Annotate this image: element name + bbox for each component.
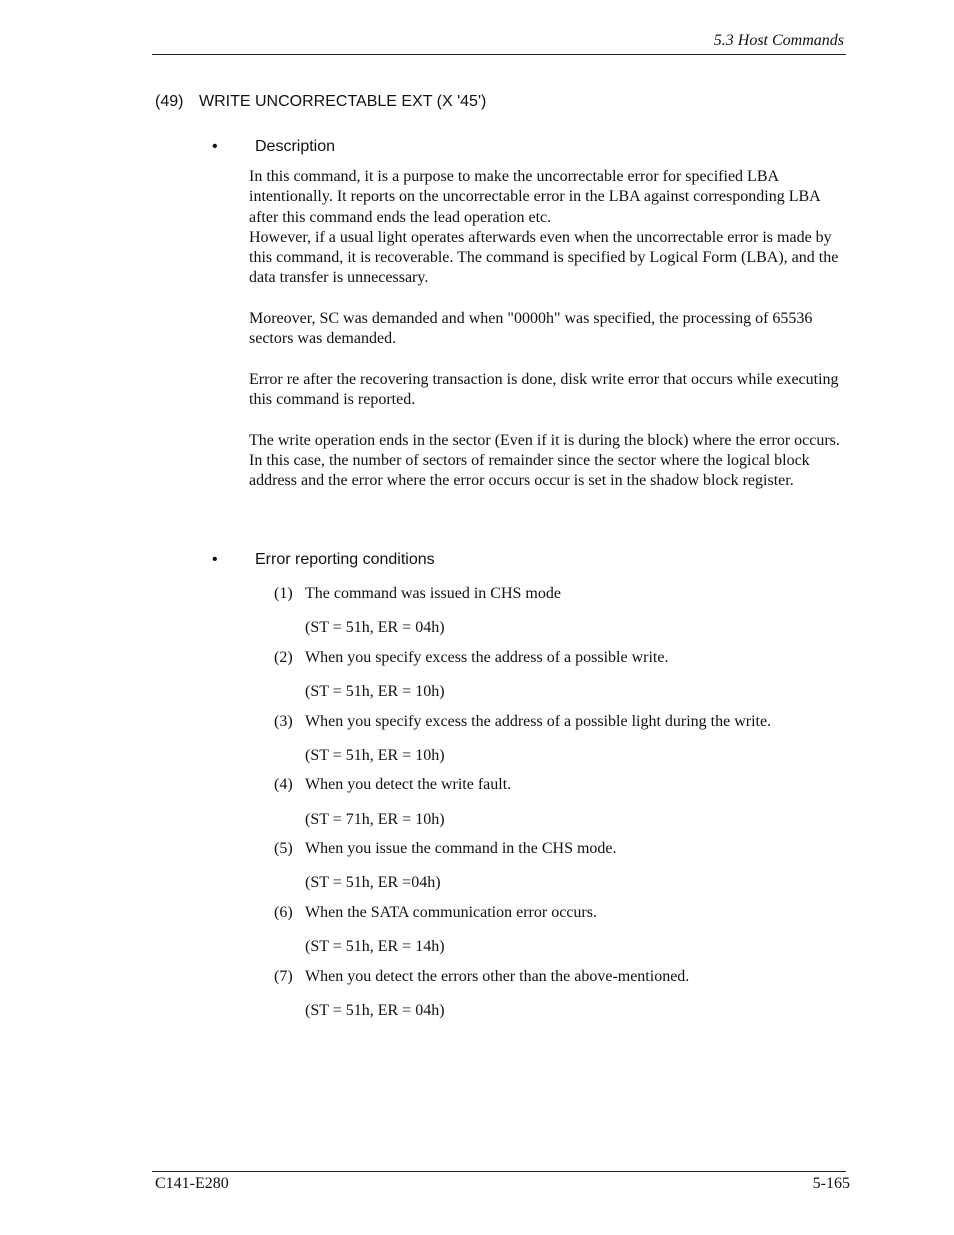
condition-text: When you detect the errors other than the above-mentioned.	[305, 968, 690, 985]
description-bullet	[212, 138, 335, 156]
bullet-icon: •	[212, 551, 218, 568]
section-title: WRITE UNCORRECTABLE EXT (X '45')	[199, 93, 487, 110]
condition-item	[274, 968, 854, 986]
condition-status: (ST = 51h, ER = 10h)	[305, 747, 445, 764]
error-conditions-bullet	[212, 551, 435, 569]
bullet-icon: •	[212, 138, 218, 155]
condition-text: When you specify excess the address of a possible write.	[305, 649, 669, 666]
description-body	[249, 167, 849, 512]
description-paragraph-5: The write operation ends in the sector (Even if it is during the block) where the error occurs. In this case, the number of sectors of remainder since the sector where the logical block address and the error where the error occurs occur is set in the shadow block register.	[249, 431, 840, 490]
condition-item	[274, 776, 854, 794]
condition-status: (ST = 51h, ER = 14h)	[305, 938, 445, 955]
condition-text: When the SATA communication error occurs.	[305, 904, 597, 921]
condition-text: When you detect the write fault.	[305, 776, 512, 793]
condition-item	[274, 840, 854, 858]
description-paragraph-2: However, if a usual light operates afterwards even when the uncorrectable error is made by this command, it is recoverable. The command is specified by Logical Form (LBA), and the data transfer is unnecessary.	[249, 228, 839, 287]
condition-status: (ST = 51h, ER = 04h)	[305, 1002, 445, 1019]
condition-number: (6)	[274, 904, 293, 921]
description-paragraph-3: Moreover, SC was demanded and when "0000h" was specified, the processing of 65536 sectors was demanded.	[249, 310, 813, 348]
description-paragraph-1: In this command, it is a purpose to make the uncorrectable error for specified LBA intentionally. It reports on the uncorrectable error in the LBA against corresponding LBA after this command ends the lead operation etc.	[249, 168, 820, 226]
error-conditions-heading: Error reporting conditions	[255, 551, 435, 568]
section-number: (49)	[155, 93, 184, 110]
condition-number: (5)	[274, 840, 293, 857]
condition-status: (ST = 51h, ER = 04h)	[305, 619, 445, 636]
condition-number: (7)	[274, 968, 293, 985]
description-heading: Description	[255, 138, 336, 155]
condition-item	[274, 713, 854, 731]
condition-text: When you specify excess the address of a possible light during the write.	[305, 713, 772, 730]
condition-status: (ST = 51h, ER = 10h)	[305, 683, 445, 700]
footer-rule	[152, 1171, 846, 1172]
condition-item	[274, 904, 854, 922]
section-heading	[155, 93, 486, 111]
condition-item	[274, 585, 854, 603]
header-rule	[152, 54, 846, 55]
footer-doc-id: C141-E280	[155, 1175, 229, 1192]
condition-status: (ST = 51h, ER =04h)	[305, 874, 441, 891]
condition-item	[274, 649, 854, 667]
condition-number: (1)	[274, 585, 293, 602]
condition-number: (2)	[274, 649, 293, 666]
condition-text: The command was issued in CHS mode	[305, 585, 561, 602]
footer-page-number: 5-165	[812, 1175, 850, 1192]
running-header: 5.3 Host Commands	[713, 32, 844, 49]
condition-text: When you issue the command in the CHS mode.	[305, 840, 617, 857]
condition-number: (4)	[274, 776, 293, 793]
condition-status: (ST = 71h, ER = 10h)	[305, 811, 445, 828]
condition-number: (3)	[274, 713, 293, 730]
description-paragraph-4: Error re after the recovering transaction is done, disk write error that occurs while executing this command is reported.	[249, 370, 839, 409]
